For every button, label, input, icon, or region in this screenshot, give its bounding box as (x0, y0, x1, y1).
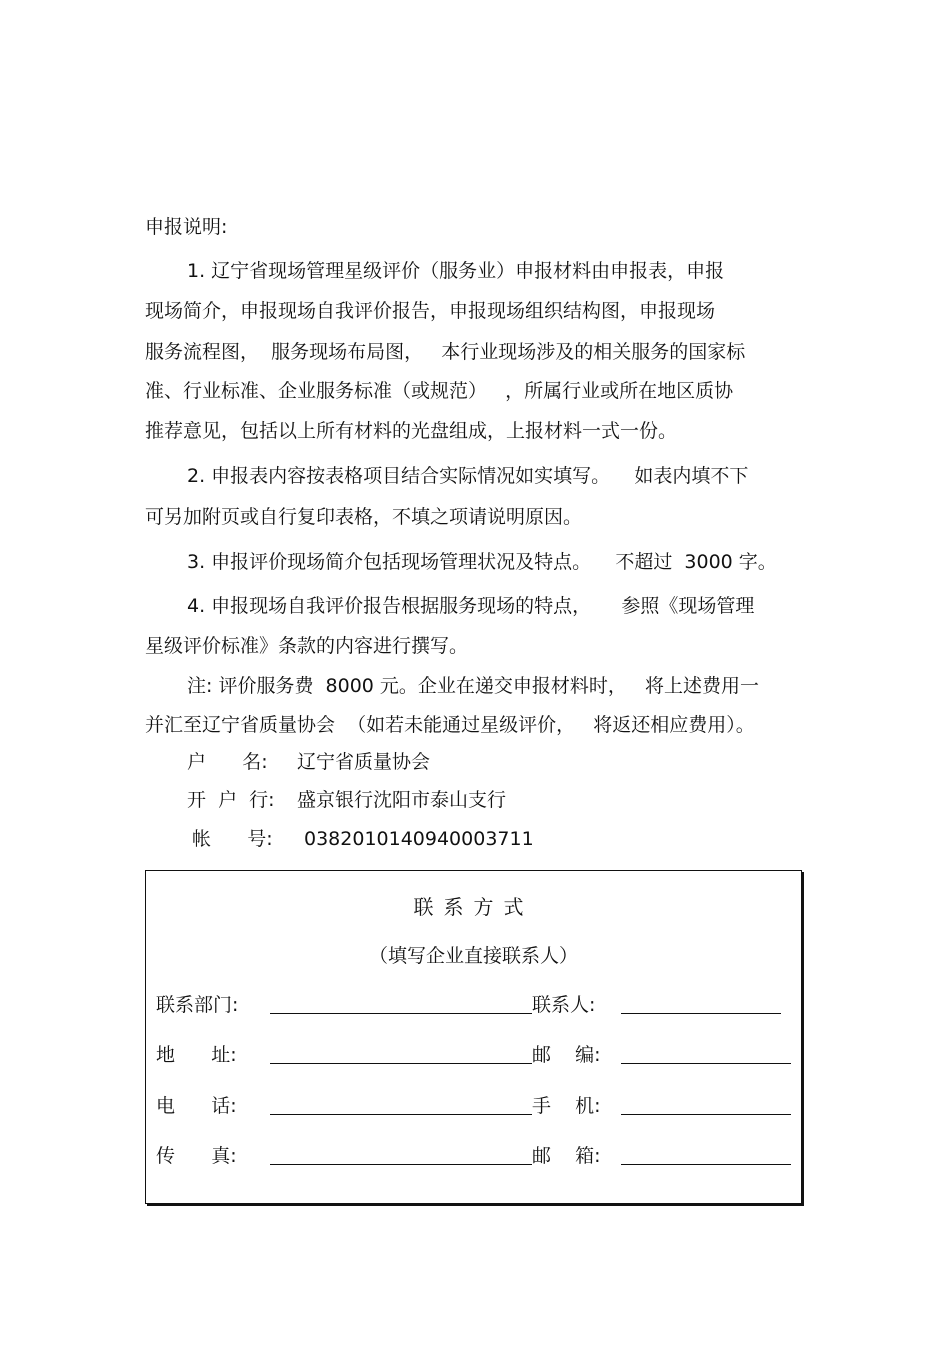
contact-box-subtitle: （填写企业直接联系人） (368, 945, 578, 967)
instruction-line: 星级评价标准》条款的内容进行撰写。 (145, 635, 469, 657)
instruction-line: 推荐意见，包括以上所有材料的光盘组成，上报材料一式一份。 (145, 420, 678, 442)
address-field[interactable] (270, 1063, 532, 1064)
instruction-line: 1. 辽宁省现场管理星级评价（服务业）申报材料由申报表，申报 (187, 260, 725, 282)
department-field[interactable] (270, 1013, 532, 1014)
postcode-field[interactable] (621, 1063, 791, 1064)
fax-label: 传 真: (156, 1145, 237, 1167)
contact-info-box (145, 870, 802, 1204)
account-name-label: 户 名: (187, 751, 268, 773)
postcode-label: 邮 编: (532, 1044, 601, 1066)
bank-label: 开 户 行: (187, 789, 275, 811)
fee-note-line: 并汇至辽宁省质量协会 （如若未能通过星级评价， 将返还相应费用）。 (145, 714, 755, 736)
instruction-line: 3. 申报评价现场简介包括现场管理状况及特点。 不超过 3000 字。 (187, 551, 777, 573)
account-number-value: 0382010140940003711 (304, 828, 534, 850)
bank-name-value: 盛京银行沈阳市泰山支行 (297, 789, 507, 811)
email-label: 邮 箱: (532, 1145, 601, 1167)
phone-field[interactable] (270, 1114, 532, 1115)
mobile-label: 手 机: (532, 1095, 601, 1117)
fax-field[interactable] (270, 1164, 532, 1165)
instruction-line: 4. 申报现场自我评价报告根据服务现场的特点， 参照《现场管理 (187, 595, 755, 617)
account-name-value: 辽宁省质量协会 (297, 751, 431, 773)
instruction-line: 2. 申报表内容按表格项目结合实际情况如实填写。 如表内填不下 (187, 465, 749, 487)
email-field[interactable] (621, 1164, 791, 1165)
mobile-field[interactable] (621, 1114, 791, 1115)
instruction-line: 准、行业标准、企业服务标准（或规范） ，所属行业或所在地区质协 (145, 380, 734, 402)
address-label: 地 址: (156, 1044, 237, 1066)
instructions-heading: 申报说明: (145, 216, 228, 238)
instruction-line: 服务流程图， 服务现场布局图， 本行业现场涉及的相关服务的国家标 (145, 341, 746, 363)
phone-label: 电 话: (156, 1095, 237, 1117)
contact-person-label: 联系人: (532, 994, 596, 1016)
account-number-label: 帐 号: (192, 828, 273, 850)
contact-person-field[interactable] (621, 1013, 781, 1014)
fee-note-line: 注: 评价服务费 8000 元。企业在递交申报材料时， 将上述费用一 (187, 675, 760, 697)
instruction-line: 可另加附页或自行复印表格，不填之项请说明原因。 (145, 506, 583, 528)
department-label: 联系部门: (156, 994, 239, 1016)
contact-box-title: 联系方式 (413, 895, 534, 919)
instruction-line: 现场简介，申报现场自我评价报告，申报现场组织结构图，申报现场 (145, 300, 716, 322)
